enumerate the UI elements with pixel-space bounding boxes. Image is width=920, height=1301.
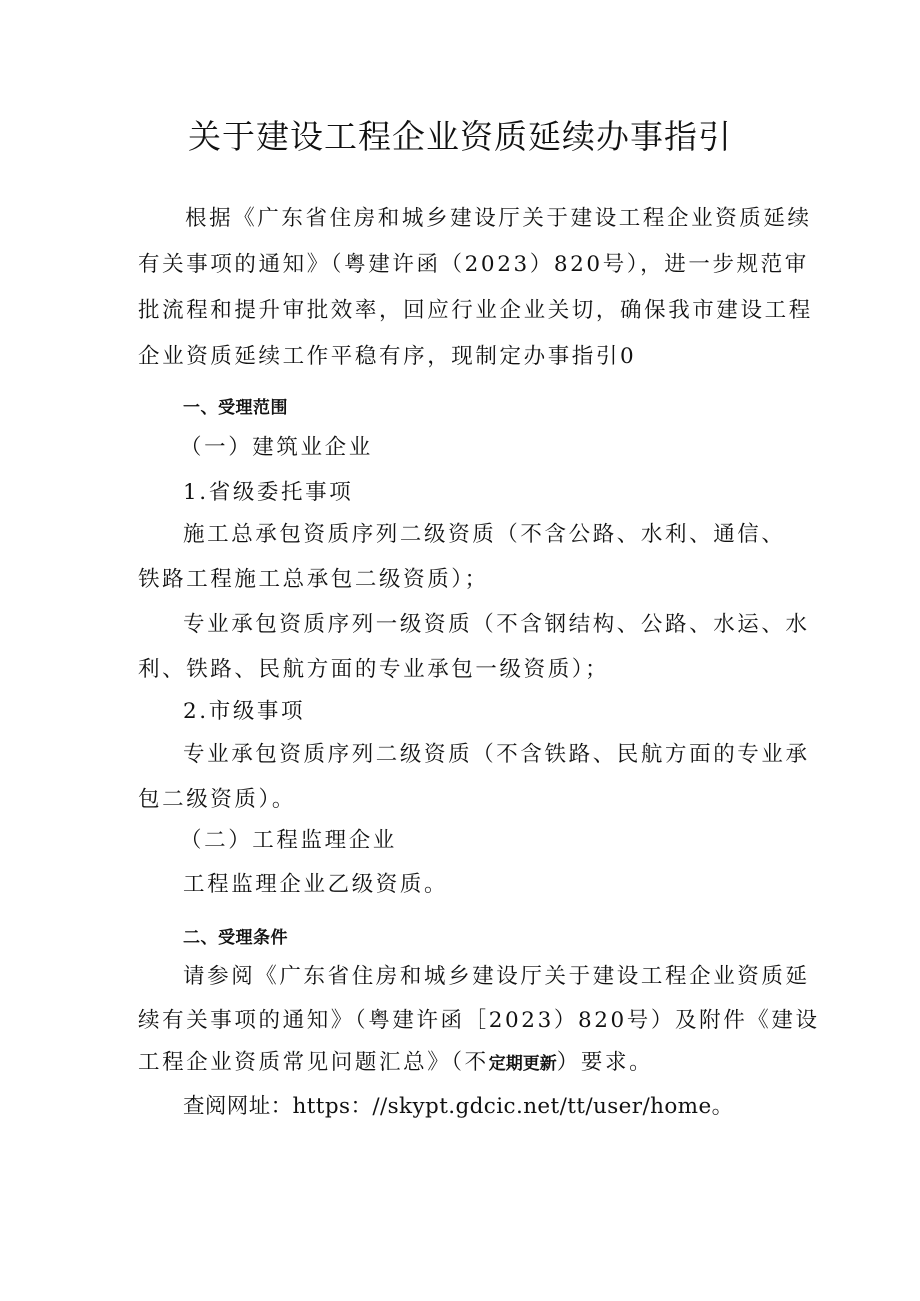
section-2-paragraph-line-2: 续有关事项的通知》（粤建许函［2023）820号）及附件《建设 [138,1008,820,1033]
section-1-item-1-p1-line-1: 施工总承包资质序列二级资质（不含公路、水利、通信、 [183,522,786,547]
intro-line-3: 批流程和提升审批效率，回应行业企业关切，确保我市建设工程 [138,298,813,323]
section-1-item-1-title: 1.省级委托事项 [183,480,354,505]
document-title: 关于建设工程企业资质延续办事指引 [188,117,732,156]
section-1-heading: 一、受理范围 [183,398,288,418]
intro-line-2: 有关事项的通知》（粤建许函（2023）820号），进一步规范审 [138,252,809,277]
section-2-paragraph-line-3-start: 工程企业资质常见问题汇总》（不 [138,1050,489,1075]
section-2-paragraph-line-3-bold: 定期更新 [488,1054,557,1074]
section-2-paragraph-line-3-end: ）要求。 [556,1050,654,1075]
intro-line-4: 企业资质延续工作平稳有序，现制定办事指引0 [138,344,637,369]
section-1-item-1-p2-line-1: 专业承包资质序列一级资质（不含钢结构、公路、水运、水 [183,612,810,637]
section-1-item-1-p1-line-2: 铁路工程施工总承包二级资质）； [138,567,489,592]
section-2-paragraph-line-1: 请参阅《广东省住房和城乡建设厅关于建设工程企业资质延 [183,964,810,989]
section-1-sub-1: （一）建筑业企业 [180,435,373,460]
section-1-item-2-title: 2.市级事项 [183,699,306,724]
section-1-item-1-p2-line-2: 利、铁路、民航方面的专业承包一级资质）； [138,657,610,682]
section-1-item-2-p-line-1: 专业承包资质序列二级资质（不含铁路、民航方面的专业承 [183,742,810,767]
section-1-sub-2: （二）工程监理企业 [180,828,397,853]
section-2-heading: 二、受理条件 [183,928,288,948]
url-value: https：//skypt.gdcic.net/tt/user/home。 [292,1094,734,1119]
section-2-paragraph-line-3 [138,1048,653,1079]
section-1-item-2-p-line-2: 包二级资质）。 [138,787,296,812]
section-1-sub-2-paragraph: 工程监理企业乙级资质。 [183,872,449,897]
url-label: 查阅网址： [183,1094,293,1119]
intro-line-1: 根据《广东省住房和城乡建设厅关于建设工程企业资质延续 [185,206,812,231]
section-2-url-line [183,1092,734,1122]
